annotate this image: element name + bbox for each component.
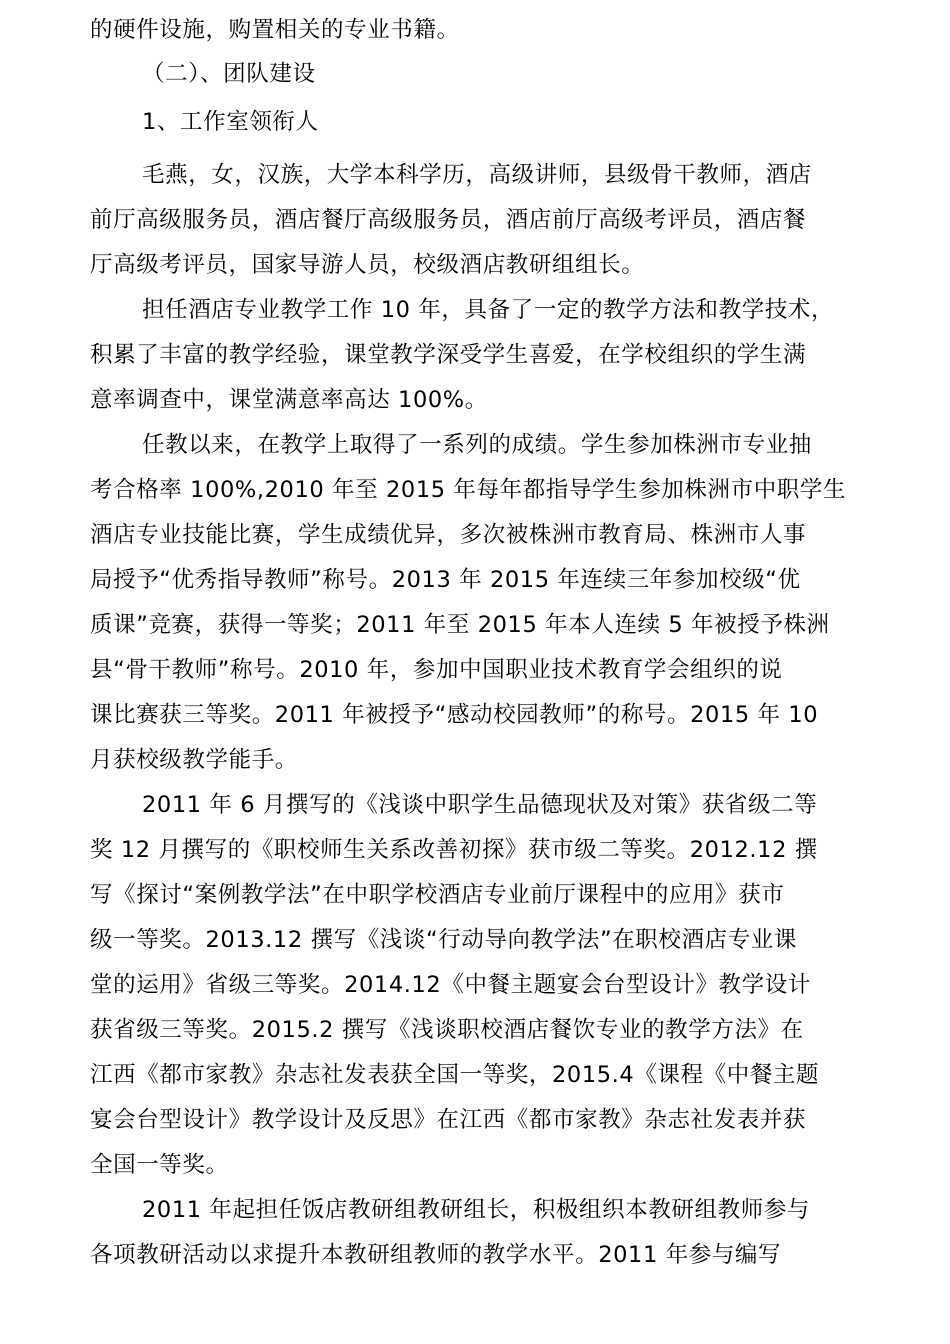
paragraph-line: 2011 年起担任饭店教研组教研组长，积极组织本教研组教师参与: [142, 1197, 811, 1223]
text-line: 的硬件设施，购置相关的专业书籍。: [90, 17, 460, 43]
section-heading: （二）、团队建设: [142, 61, 316, 87]
paragraph-line: 堂的运用》省级三等奖。2014.12《中餐主题宴会台型设计》教学设计: [90, 972, 811, 998]
paragraph-line: 局授予“优秀指导教师”称号。2013 年 2015 年连续三年参加校级“优: [90, 567, 801, 593]
paragraph-line: 宴会台型设计》教学设计及反思》在江西《都市家教》杂志社发表并获: [90, 1107, 807, 1133]
paragraph-line: 积累了丰富的教学经验，课堂教学深受学生喜爱，在学校组织的学生满: [90, 342, 807, 368]
paragraph-line: 级一等奖。2013.12 撰写《浅谈“行动导向教学法”在职校酒店专业课: [90, 927, 798, 953]
subsection-heading: 1、工作室领衔人: [142, 109, 319, 135]
paragraph-line: 质课”竞赛，获得一等奖；2011 年至 2015 年本人连续 5 年被授予株洲: [90, 612, 830, 638]
paragraph-line: 毛燕，女，汉族，大学本科学历，高级讲师，县级骨干教师，酒店: [142, 162, 812, 188]
paragraph-line: 前厅高级服务员，酒店餐厅高级服务员，酒店前厅高级考评员，酒店餐: [90, 207, 807, 233]
paragraph-line: 全国一等奖。: [90, 1152, 229, 1178]
paragraph-line: 课比赛获三等奖。2011 年被授予“感动校园教师”的称号。2015 年 10: [90, 702, 819, 728]
paragraph-line: 获省级三等奖。2015.2 撰写《浅谈职校酒店餐饮专业的教学方法》在: [90, 1017, 804, 1043]
paragraph-line: 江西《都市家教》杂志社发表获全国一等奖，2015.4《课程《中餐主题: [90, 1062, 820, 1088]
paragraph-line: 2011 年 6 月撰写的《浅谈中职学生品德现状及对策》获省级二等: [142, 792, 818, 818]
paragraph-line: 意率调查中，课堂满意率高达 100%。: [90, 387, 488, 413]
paragraph-line: 各项教研活动以求提升本教研组教师的教学水平。2011 年参与编写: [90, 1242, 782, 1268]
paragraph-line: 奖 12 月撰写的《职校师生关系改善初探》获市级二等奖。2012.12 撰: [90, 837, 818, 863]
paragraph-line: 县“骨干教师”称号。2010 年，参加中国职业技术教育学会组织的说: [90, 657, 783, 683]
paragraph-line: 厅高级考评员，国家导游人员，校级酒店教研组组长。: [90, 252, 645, 278]
paragraph-line: 任教以来，在教学上取得了一系列的成绩。学生参加株洲市专业抽: [142, 432, 812, 458]
paragraph-line: 考合格率 100%,2010 年至 2015 年每年都指导学生参加株洲市中职学生: [90, 477, 847, 503]
paragraph-line: 酒店专业技能比赛，学生成绩优异，多次被株洲市教育局、株洲市人事: [90, 522, 807, 548]
paragraph-line: 写《探讨“案例教学法”在中职学校酒店专业前厅课程中的应用》获市: [90, 882, 785, 908]
paragraph-line: 月获校级教学能手。: [90, 747, 298, 773]
paragraph-line: 担任酒店专业教学工作 10 年，具备了一定的教学方法和教学技术，: [142, 297, 835, 323]
